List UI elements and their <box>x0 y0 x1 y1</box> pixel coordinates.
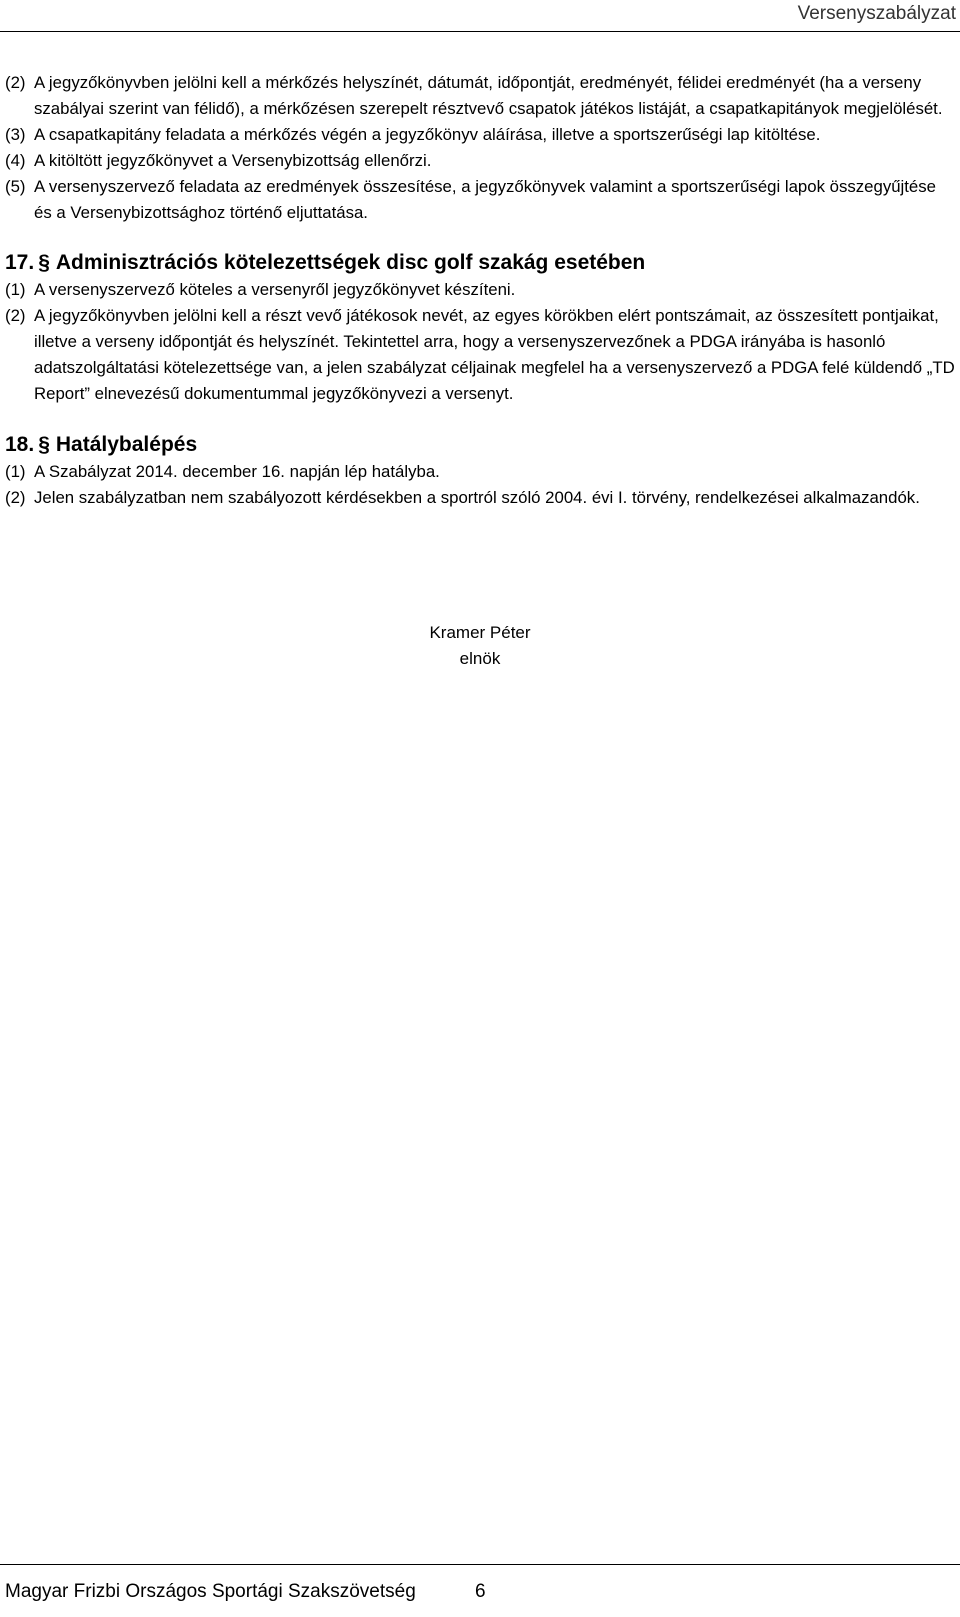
section-17-paragraph-1 <box>5 277 955 303</box>
paragraph-4 <box>5 148 955 174</box>
paragraph-2 <box>5 70 955 122</box>
document-body <box>5 70 955 511</box>
section-17-paragraph-2 <box>5 303 955 407</box>
paragraph-3 <box>5 122 955 148</box>
section-symbol: § <box>38 251 50 274</box>
paragraph-number: (3) <box>5 125 26 144</box>
paragraph-5 <box>5 174 955 226</box>
section-symbol: § <box>38 433 50 456</box>
section-18-paragraph-2 <box>5 485 955 511</box>
paragraph-text: A versenyszervező köteles a versenyről jegyzőkönyvet készíteni. <box>34 280 516 299</box>
paragraph-text: A Szabályzat 2014. december 16. napján lép hatályba. <box>34 462 440 481</box>
paragraph-text: A kitöltött jegyzőkönyvet a Versenybizottság ellenőrzi. <box>34 151 432 170</box>
paragraph-number: (4) <box>5 151 26 170</box>
footer-divider <box>0 1564 960 1565</box>
page-number: 6 <box>475 1581 486 1602</box>
paragraph-text: A csapatkapitány feladata a mérkőzés végén a jegyzőkönyv aláírása, illetve a sportszerűségi lap kitöltése. <box>34 125 821 144</box>
paragraph-text: A versenyszervező feladata az eredmények összesítése, a jegyzőkönyvek valamint a sportszerűségi lapok összegyűjtése és a Versenybizottsághoz történő eljuttatása. <box>34 177 936 222</box>
section-18-heading <box>5 431 955 459</box>
paragraph-number: (1) <box>5 280 26 299</box>
section-title: Adminisztrációs kötelezettségek disc golf szakág esetében <box>55 251 646 274</box>
paragraph-number: (5) <box>5 177 26 196</box>
paragraph-text: A jegyzőkönyvben jelölni kell a részt vevő játékosok nevét, az egyes körökben elért pontszámait, az összesített pontjaikat, illetve a verseny időpontját és helyszínét. Tekintettel arra, hogy a versenyszervezőnek a PDGA irányába is hasonló adatszolgáltatási kötelezettsége van, a jelen szabályzat céljainak megfelel ha a versenyszervező a PDGA felé küldendő „TD Report” elnevezésű dokumentummal jegyzőkönyvezi a versenyt. <box>34 306 955 403</box>
section-number: 17. <box>5 251 35 274</box>
paragraph-number: (2) <box>5 488 26 507</box>
signatory-name: Kramer Péter <box>429 623 531 642</box>
paragraph-number: (2) <box>5 306 26 325</box>
signature-block <box>0 620 960 672</box>
footer-organization: Magyar Frizbi Országos Sportági Szakszövetség <box>5 1581 416 1602</box>
section-18-paragraph-1 <box>5 459 955 485</box>
section-17-heading <box>5 249 955 277</box>
running-header-title: Versenyszabályzat <box>797 3 956 24</box>
header-divider <box>0 31 960 32</box>
paragraph-text: A jegyzőkönyvben jelölni kell a mérkőzés helyszínét, dátumát, időpontját, eredményét, félidei eredményét (ha a verseny szabályai szerint van félidő), a mérkőzésen szerepelt résztvevő csapatok játékos listáját, a csapatkapitányok megjelölését. <box>34 73 943 118</box>
signatory-role: elnök <box>459 649 501 668</box>
paragraph-number: (2) <box>5 73 26 92</box>
paragraph-text: Jelen szabályzatban nem szabályozott kérdésekben a sportról szóló 2004. évi I. törvény, rendelkezései alkalmazandók. <box>34 488 920 507</box>
section-number: 18. <box>5 433 35 456</box>
section-title: Hatálybalépés <box>55 433 198 456</box>
paragraph-number: (1) <box>5 462 26 481</box>
